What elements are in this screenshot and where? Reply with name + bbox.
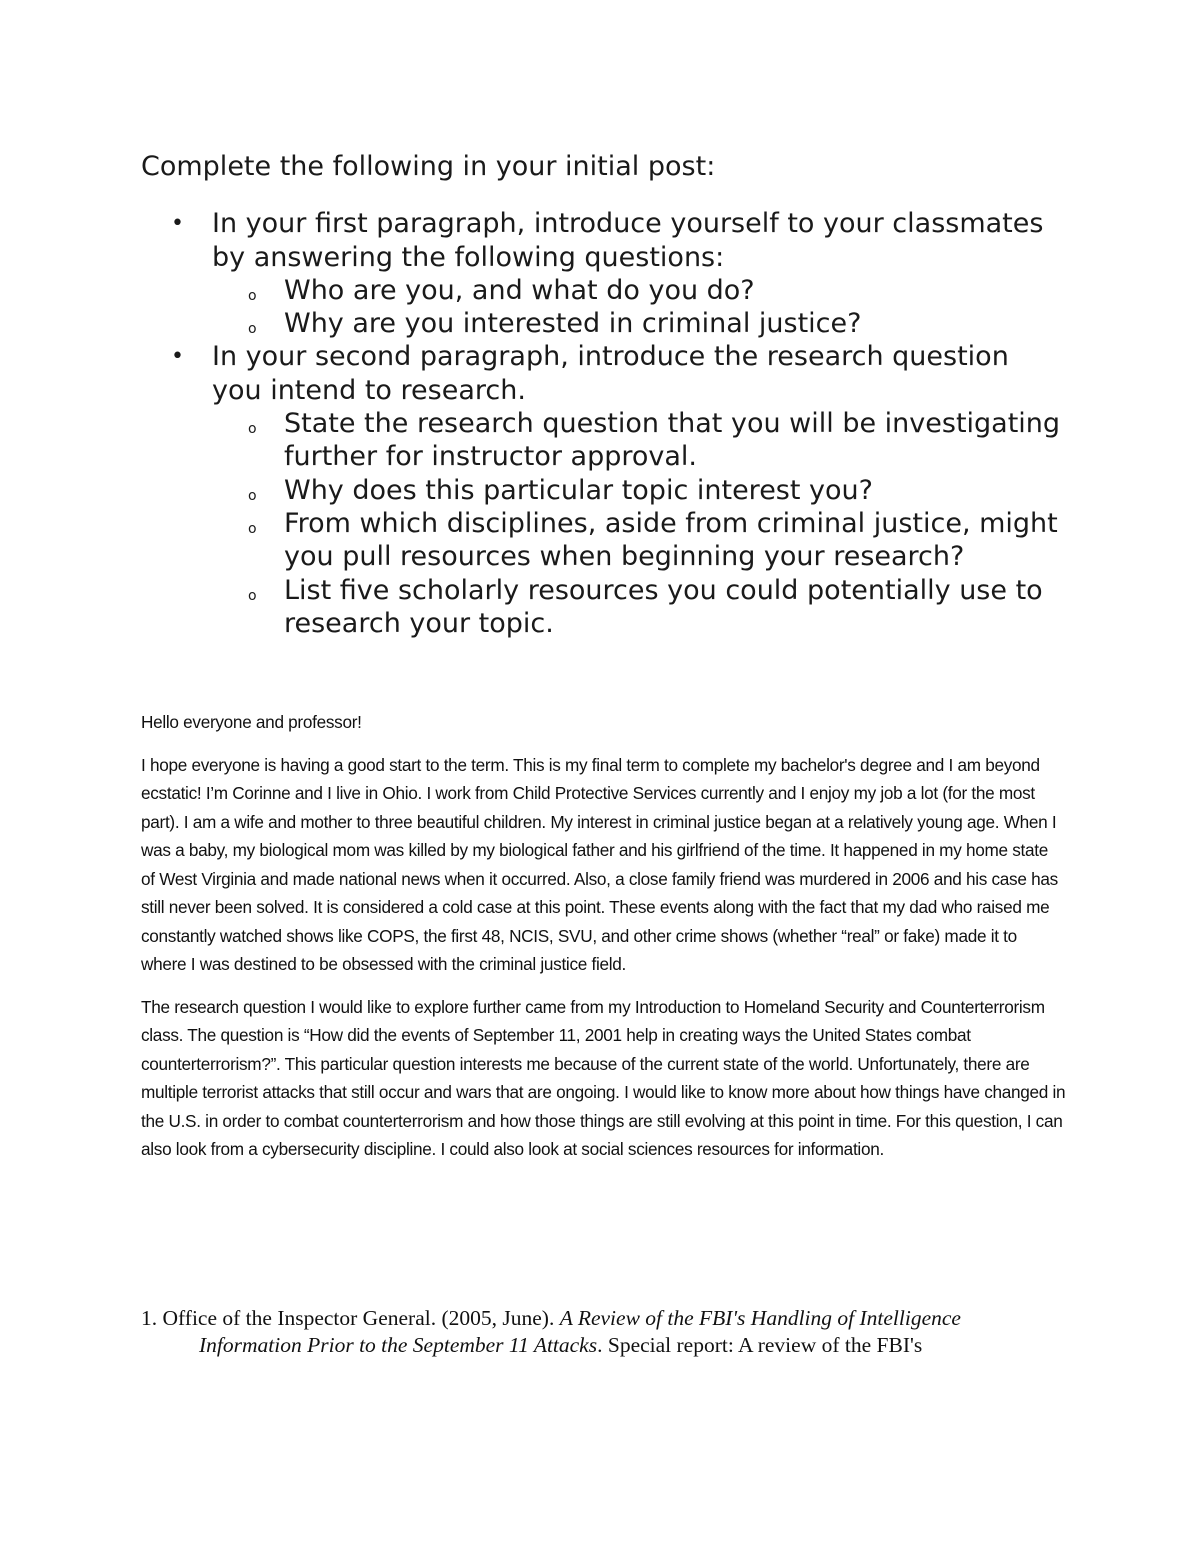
prompt-subitem: o Why are you interested in criminal justice? [212, 307, 1061, 340]
reference-item [141, 1305, 1061, 1359]
reference-suffix: . Special report: A review of the FBI's [597, 1333, 923, 1357]
prompt-sublist [212, 274, 1061, 341]
prompt-subitem: o From which disciplines, aside from criminal justice, might you pull resources when beginning your research? [212, 507, 1061, 574]
reference-list [141, 1305, 1061, 1359]
prompt-bullet [141, 207, 1061, 340]
prompt-list [141, 207, 1061, 640]
reference-title: A Review of the FBI's Handling of Intelligence Information Prior to the September 11 Attacks [199, 1306, 961, 1357]
prompt-sublist [212, 407, 1061, 640]
prompt-subitem: o List five scholarly resources you could potentially use to research your topic. [212, 574, 1061, 641]
post-greeting: Hello everyone and professor! [141, 712, 362, 732]
discussion-post [141, 708, 1066, 1178]
assignment-prompt [141, 150, 1061, 640]
prompt-subitem: o Why does this particular topic interest you? [212, 474, 1061, 507]
post-paragraph-research: The research question I would like to explore further came from my Introduction to Homeland Security and Counterterrorism class. The question is “How did the events of September 11, 2001 help in creating ways the United States combat counterterrorism?”. This particular question interests me because of the current state of the world. Unfortunately, there are multiple terrorist attacks that still occur and wars that are ongoing. I would like to know more about how things have changed in the U.S. in order to combat counterterrorism and how those things are still evolving at this point in time. For this question, I can also look from a cybersecurity discipline. I could also look at social sciences resources for information. [141, 996, 1066, 1159]
post-paragraph-intro: I hope everyone is having a good start to the term. This is my final term to complete my bachelor's degree and I am beyond ecstatic! I’m Corinne and I live in Ohio. I work from Child Protective Services currently and I enjoy my job a lot (for the most part). I am a wife and mother to three beautiful children. My interest in criminal justice began at a relatively young age. When I was a baby, my biological mom was killed by my biological father and his girlfriend of the time. It happened in my home state of West Virginia and made national news when it occurred. Also, a close family friend was murdered in 2006 and his case has still never been solved. It is considered a cold case at this point. These events along with the fact that my dad who raised me constantly watched shows like COPS, the first 48, NCIS, SVU, and other crime shows (whether “real” or fake) made it to where I was destined to be obsessed with the criminal justice field. [141, 754, 1058, 974]
prompt-bullet-text: In your first paragraph, introduce yourself to your classmates by answering the following questions: [212, 208, 1044, 273]
reference-number: 1. [141, 1306, 158, 1330]
prompt-bullet [141, 340, 1061, 640]
prompt-intro: Complete the following in your initial post: [141, 151, 716, 182]
prompt-bullet-text: In your second paragraph, introduce the research question you intend to research. [212, 341, 1009, 406]
prompt-subitem: o Who are you, and what do you do? [212, 274, 1061, 307]
reference-prefix: Office of the Inspector General. (2005, June). [162, 1306, 560, 1330]
prompt-subitem: o State the research question that you will be investigating further for instructor approval. [212, 407, 1061, 474]
